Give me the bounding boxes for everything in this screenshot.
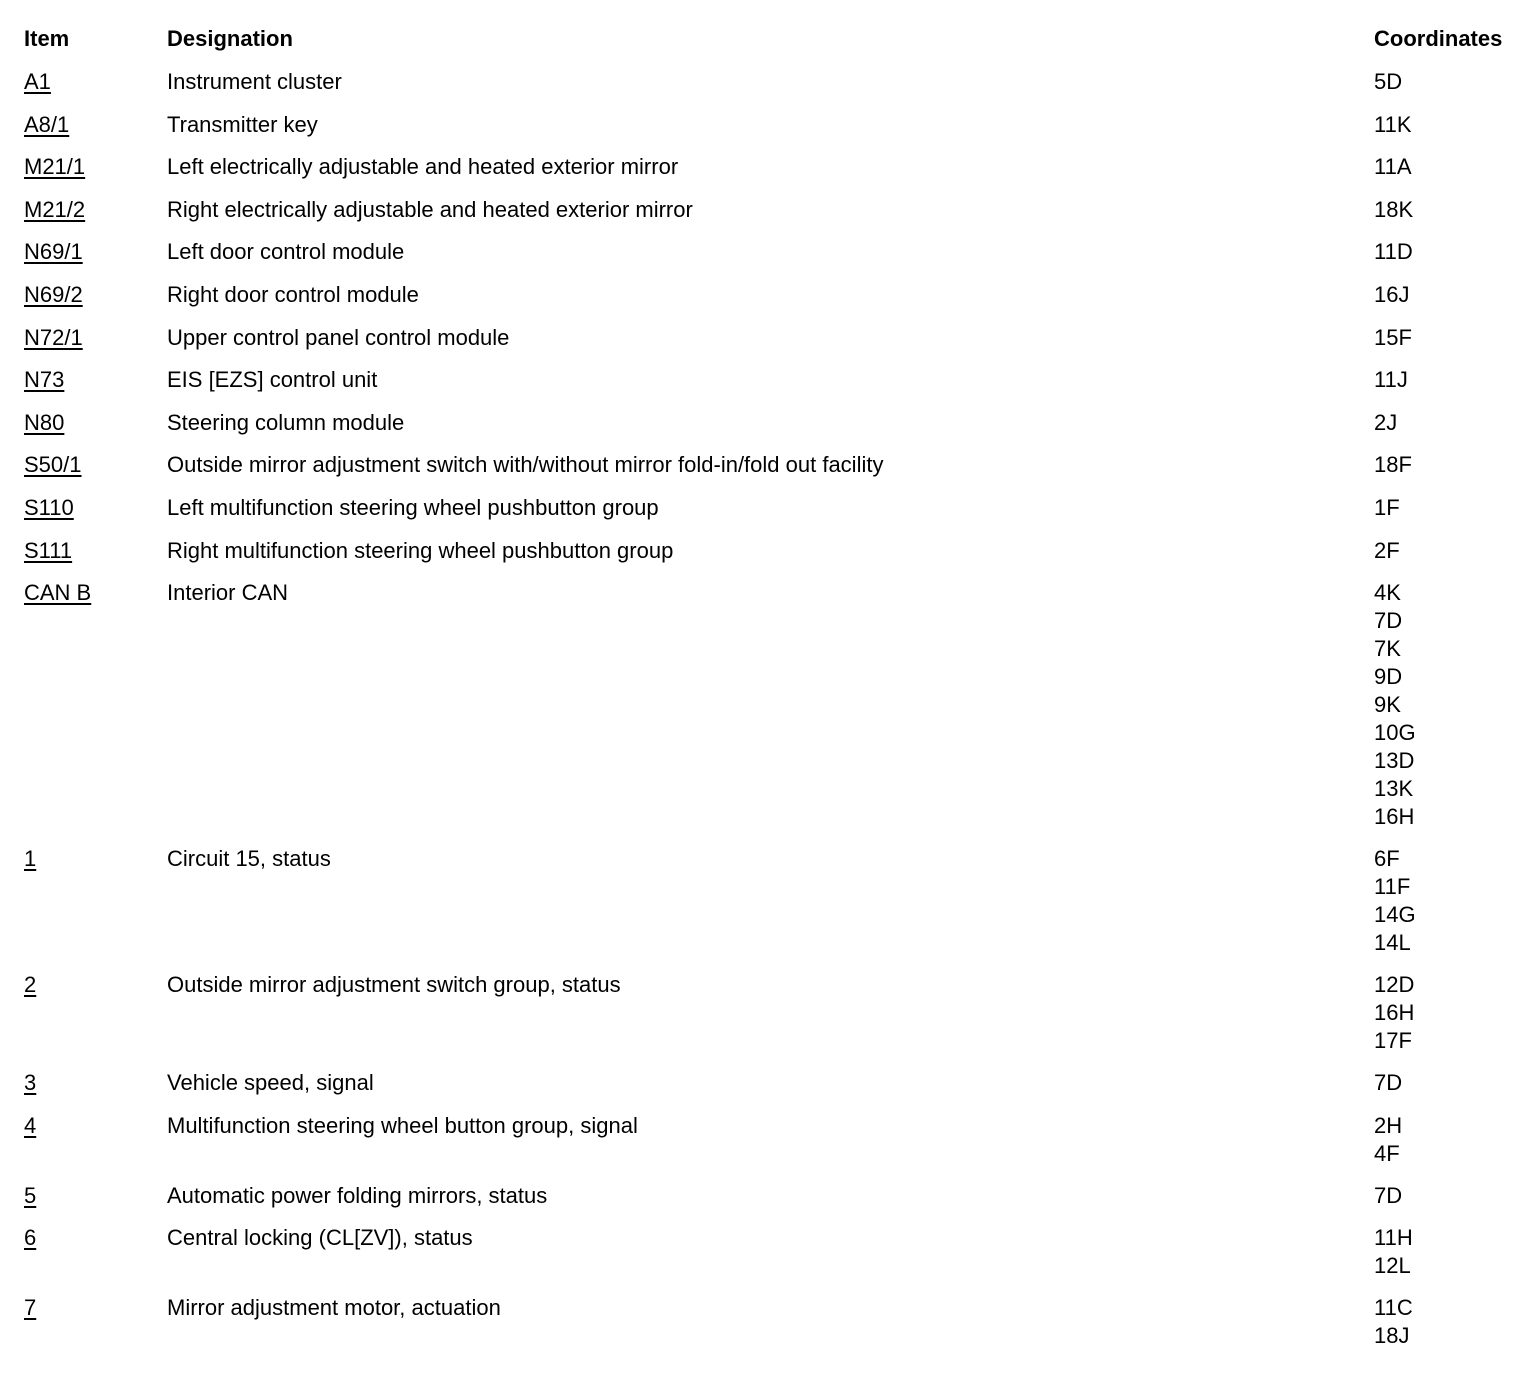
coordinate-value: 2J — [1374, 409, 1398, 435]
item-link[interactable]: 4 — [24, 1112, 37, 1138]
item-cell — [24, 1182, 167, 1210]
coordinate-value: 16H — [1374, 1000, 1415, 1026]
coordinates-cell — [1374, 68, 1524, 96]
coordinates-cell — [1374, 281, 1524, 309]
coordinate-value: 16J — [1374, 281, 1410, 307]
item-link[interactable]: A1 — [24, 69, 51, 94]
item-cell — [24, 153, 167, 181]
item-cell — [24, 111, 167, 139]
designation-cell: Vehicle speed, signal — [167, 1070, 374, 1096]
coordinates-cell — [1374, 409, 1524, 437]
legend-table — [24, 25, 1524, 1364]
header-item: Item — [24, 26, 70, 51]
table-body — [24, 68, 1524, 1364]
coordinate-value: 11H — [1374, 1225, 1413, 1251]
table-row — [24, 409, 1524, 452]
item-cell — [24, 845, 167, 873]
table-header — [24, 25, 1524, 68]
coordinates-cell — [1374, 845, 1524, 957]
designation-cell: Upper control panel control module — [167, 324, 510, 350]
coordinates-cell — [1374, 494, 1524, 522]
coordinates-cell — [1374, 537, 1524, 565]
coordinate-value: 6F — [1374, 846, 1400, 872]
table-row — [24, 1294, 1524, 1364]
designation-cell: Outside mirror adjustment switch with/without mirror fold-in/fold out facility — [167, 452, 884, 478]
item-cell — [24, 238, 167, 266]
item-link[interactable]: 7 — [24, 1295, 37, 1321]
coordinate-value: 15F — [1374, 324, 1412, 350]
designation-cell: Mirror adjustment motor, actuation — [167, 1295, 501, 1321]
table-row — [24, 537, 1524, 580]
item-cell — [24, 537, 167, 565]
coordinates-cell — [1374, 1069, 1524, 1097]
designation-cell: Steering column module — [167, 409, 405, 435]
coordinates-cell — [1374, 111, 1524, 139]
coordinate-value: 13D — [1374, 748, 1415, 774]
table-row — [24, 68, 1524, 111]
coordinate-value: 18K — [1374, 196, 1414, 222]
coordinate-value: 17F — [1374, 1028, 1412, 1054]
coordinates-cell — [1374, 324, 1524, 352]
item-link[interactable]: M21/2 — [24, 196, 86, 222]
coordinate-value: 11J — [1374, 367, 1408, 393]
item-link[interactable]: N72/1 — [24, 324, 83, 350]
coordinate-value: 11A — [1374, 154, 1412, 180]
header-designation: Designation — [167, 26, 293, 51]
coordinate-value: 14G — [1374, 902, 1416, 928]
designation-cell: Multifunction steering wheel button group, signal — [167, 1112, 638, 1138]
item-cell — [24, 324, 167, 352]
table-row — [24, 1224, 1524, 1294]
designation-cell: Central locking (CL[ZV]), status — [167, 1225, 473, 1251]
coordinate-value: 12D — [1374, 972, 1415, 998]
table-row — [24, 845, 1524, 971]
item-link[interactable]: 5 — [24, 1182, 37, 1208]
item-cell — [24, 1112, 167, 1140]
item-link[interactable]: S111 — [24, 537, 73, 563]
coordinate-value: 2F — [1374, 537, 1400, 563]
coordinate-value: 1F — [1374, 494, 1400, 520]
coordinate-value: 7D — [1374, 1182, 1403, 1208]
coordinates-cell — [1374, 238, 1524, 266]
coordinate-value: 5D — [1374, 69, 1403, 94]
designation-cell: Right multifunction steering wheel pushbutton group — [167, 537, 674, 563]
coordinate-value: 9D — [1374, 664, 1403, 690]
coordinate-value: 7D — [1374, 1070, 1403, 1096]
table-row — [24, 153, 1524, 196]
item-link[interactable]: S110 — [24, 494, 74, 520]
item-link[interactable]: N73 — [24, 367, 65, 393]
designation-cell: Interior CAN — [167, 580, 289, 606]
coordinates-cell — [1374, 1112, 1524, 1168]
coordinates-cell — [1374, 451, 1524, 479]
table-row — [24, 324, 1524, 367]
coordinates-cell — [1374, 579, 1524, 831]
coordinate-value: 7K — [1374, 636, 1401, 662]
item-link[interactable]: N69/1 — [24, 239, 83, 265]
item-cell — [24, 1294, 167, 1322]
item-link[interactable]: M21/1 — [24, 154, 86, 180]
item-link[interactable]: N80 — [24, 409, 65, 435]
item-link[interactable]: 6 — [24, 1225, 37, 1251]
item-cell — [24, 1224, 167, 1252]
designation-cell: Right electrically adjustable and heated exterior mirror — [167, 196, 693, 222]
item-link[interactable]: N69/2 — [24, 281, 83, 307]
coordinate-value: 7D — [1374, 608, 1403, 634]
item-cell — [24, 68, 167, 96]
item-link[interactable]: A8/1 — [24, 111, 70, 137]
header-coordinates: Coordinates — [1374, 26, 1503, 51]
coordinate-value: 11C — [1374, 1295, 1413, 1321]
coordinates-cell — [1374, 196, 1524, 224]
coordinates-cell — [1374, 1294, 1524, 1350]
coordinate-value: 10G — [1374, 720, 1416, 746]
coordinates-cell — [1374, 1182, 1524, 1210]
coordinates-cell — [1374, 971, 1524, 1055]
designation-cell: Left multifunction steering wheel pushbutton group — [167, 494, 659, 520]
table-row — [24, 451, 1524, 494]
coordinate-value: 16H — [1374, 804, 1415, 830]
table-row — [24, 238, 1524, 281]
item-cell — [24, 366, 167, 394]
table-row — [24, 971, 1524, 1069]
coordinates-cell — [1374, 1224, 1524, 1280]
designation-cell: Automatic power folding mirrors, status — [167, 1182, 548, 1208]
item-link[interactable]: 2 — [24, 972, 37, 998]
coordinate-value: 12L — [1374, 1253, 1411, 1279]
designation-cell: Transmitter key — [167, 111, 318, 137]
coordinate-value: 18J — [1374, 1323, 1410, 1349]
designation-cell: Left door control module — [167, 239, 405, 265]
designation-cell: EIS [EZS] control unit — [167, 367, 378, 393]
item-link[interactable]: 1 — [24, 846, 37, 872]
table-row — [24, 579, 1524, 845]
coordinate-value: 11K — [1374, 111, 1412, 137]
coordinate-value: 4K — [1374, 580, 1401, 606]
coordinate-value: 11D — [1374, 239, 1413, 265]
coordinate-value: 14L — [1374, 930, 1411, 956]
coordinates-cell — [1374, 366, 1524, 394]
table-row — [24, 1112, 1524, 1182]
table-row — [24, 1182, 1524, 1225]
table-row — [24, 111, 1524, 154]
coordinates-cell — [1374, 153, 1524, 181]
coordinate-value: 4F — [1374, 1140, 1400, 1166]
item-cell — [24, 971, 167, 999]
coordinate-value: 9K — [1374, 692, 1401, 718]
item-link[interactable]: S50/1 — [24, 452, 82, 478]
coordinate-value: 11F — [1374, 874, 1411, 900]
item-link[interactable]: CAN B — [24, 580, 92, 606]
item-cell — [24, 494, 167, 522]
item-cell — [24, 1069, 167, 1097]
table-row — [24, 366, 1524, 409]
item-cell — [24, 451, 167, 479]
coordinate-value: 2H — [1374, 1112, 1403, 1138]
table-row — [24, 1069, 1524, 1112]
designation-cell: Left electrically adjustable and heated exterior mirror — [167, 154, 679, 180]
item-cell — [24, 409, 167, 437]
coordinate-value: 13K — [1374, 776, 1414, 802]
designation-cell: Right door control module — [167, 281, 419, 307]
item-link[interactable]: 3 — [24, 1070, 37, 1096]
item-cell — [24, 196, 167, 224]
table-row — [24, 494, 1524, 537]
table-row — [24, 196, 1524, 239]
designation-cell: Instrument cluster — [167, 69, 342, 94]
coordinate-value: 18F — [1374, 452, 1412, 478]
item-cell — [24, 281, 167, 309]
designation-cell: Circuit 15, status — [167, 846, 331, 872]
item-cell — [24, 579, 167, 607]
table-row — [24, 281, 1524, 324]
designation-cell: Outside mirror adjustment switch group, status — [167, 972, 621, 998]
